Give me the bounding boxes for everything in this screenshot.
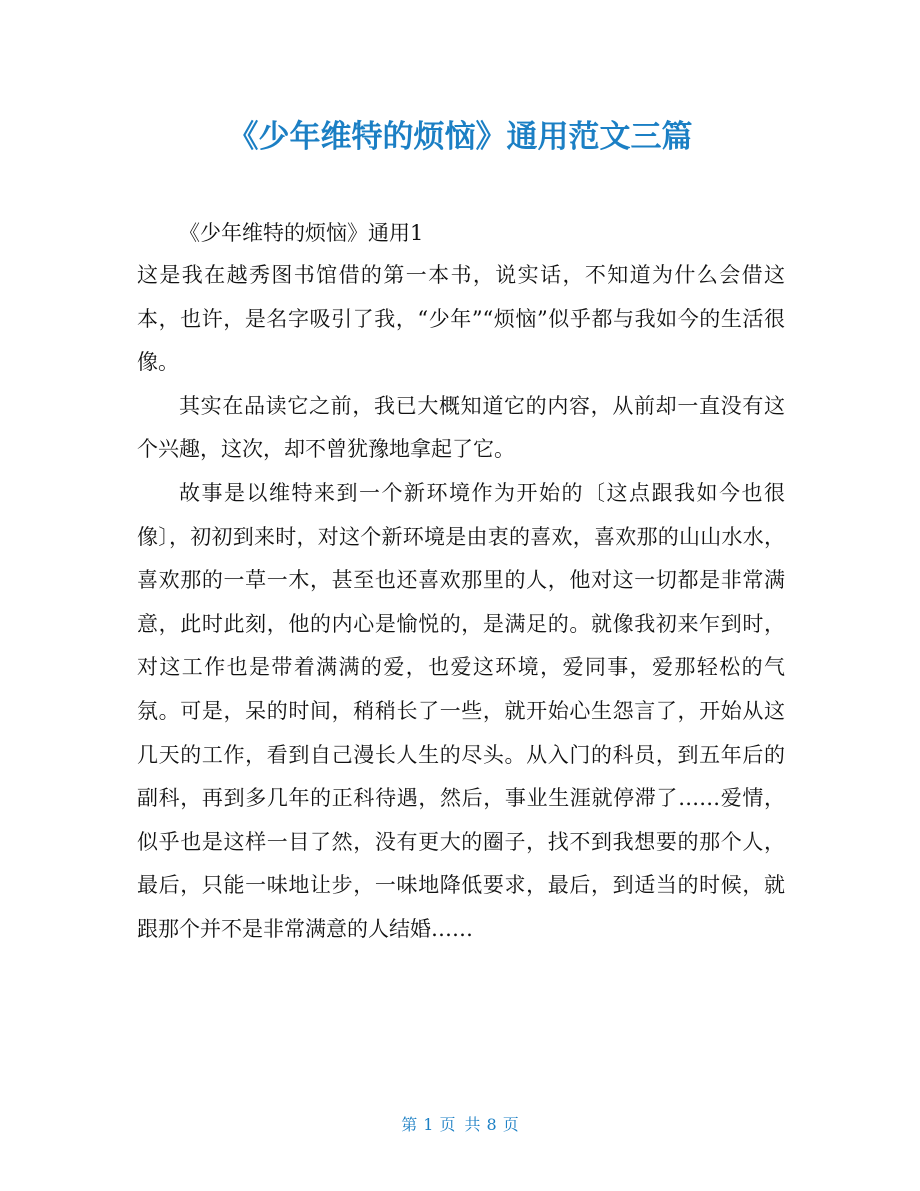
- section-subheading: 《少年维特的烦恼》通用1: [179, 221, 424, 245]
- footer-total-pages: 8: [486, 1115, 497, 1134]
- document-title: 《少年维特的烦恼》通用范文三篇: [227, 119, 693, 155]
- footer-mid: 页 共: [439, 1115, 481, 1134]
- document-body: [137, 212, 785, 952]
- footer-current-page: 1: [423, 1115, 434, 1134]
- footer-prefix: 第: [401, 1115, 418, 1134]
- paragraph-3: 故事是以维特来到一个新环境作为开始的〔这点跟我如今也很像〕，初初到来时，对这个新环境是由衷的喜欢，喜欢那的山山水水，喜欢那的一草一木，甚至也还喜欢那里的人，他对这一切都是非常满意，此时此刻，他的内心是愉悦的，是满足的。就像我初来乍到时，对这工作也是带着满满的爱，也爱这环境，爱同事，爱那轻松的气氛。可是，呆的时间，稍稍长了一些，就开始心生怨言了，开始从这几天的工作，看到自己漫长人生的尽头。从入门的科员，到五年后的副科，再到多几年的正科待遇，然后，事业生涯就停滞了……爱情，似乎也是这样一目了然，没有更大的圈子，找不到我想要的那个人，最后，只能一味地让步，一味地降低要求，最后，到适当的时候，就跟那个并不是非常满意的人结婚……: [137, 480, 785, 941]
- paragraph-1: 这是我在越秀图书馆借的第一本书，说实话，不知道为什么会借这本，也许，是名字吸引了我，“少年”“烦恼”似乎都与我如今的生活很像。: [137, 263, 785, 375]
- paragraph-2: 其实在品读它之前，我已大概知道它的内容，从前却一直没有这个兴趣，这次，却不曾犹豫地拿起了它。: [137, 393, 785, 462]
- footer-suffix: 页: [502, 1115, 519, 1134]
- page-footer: [0, 1112, 920, 1138]
